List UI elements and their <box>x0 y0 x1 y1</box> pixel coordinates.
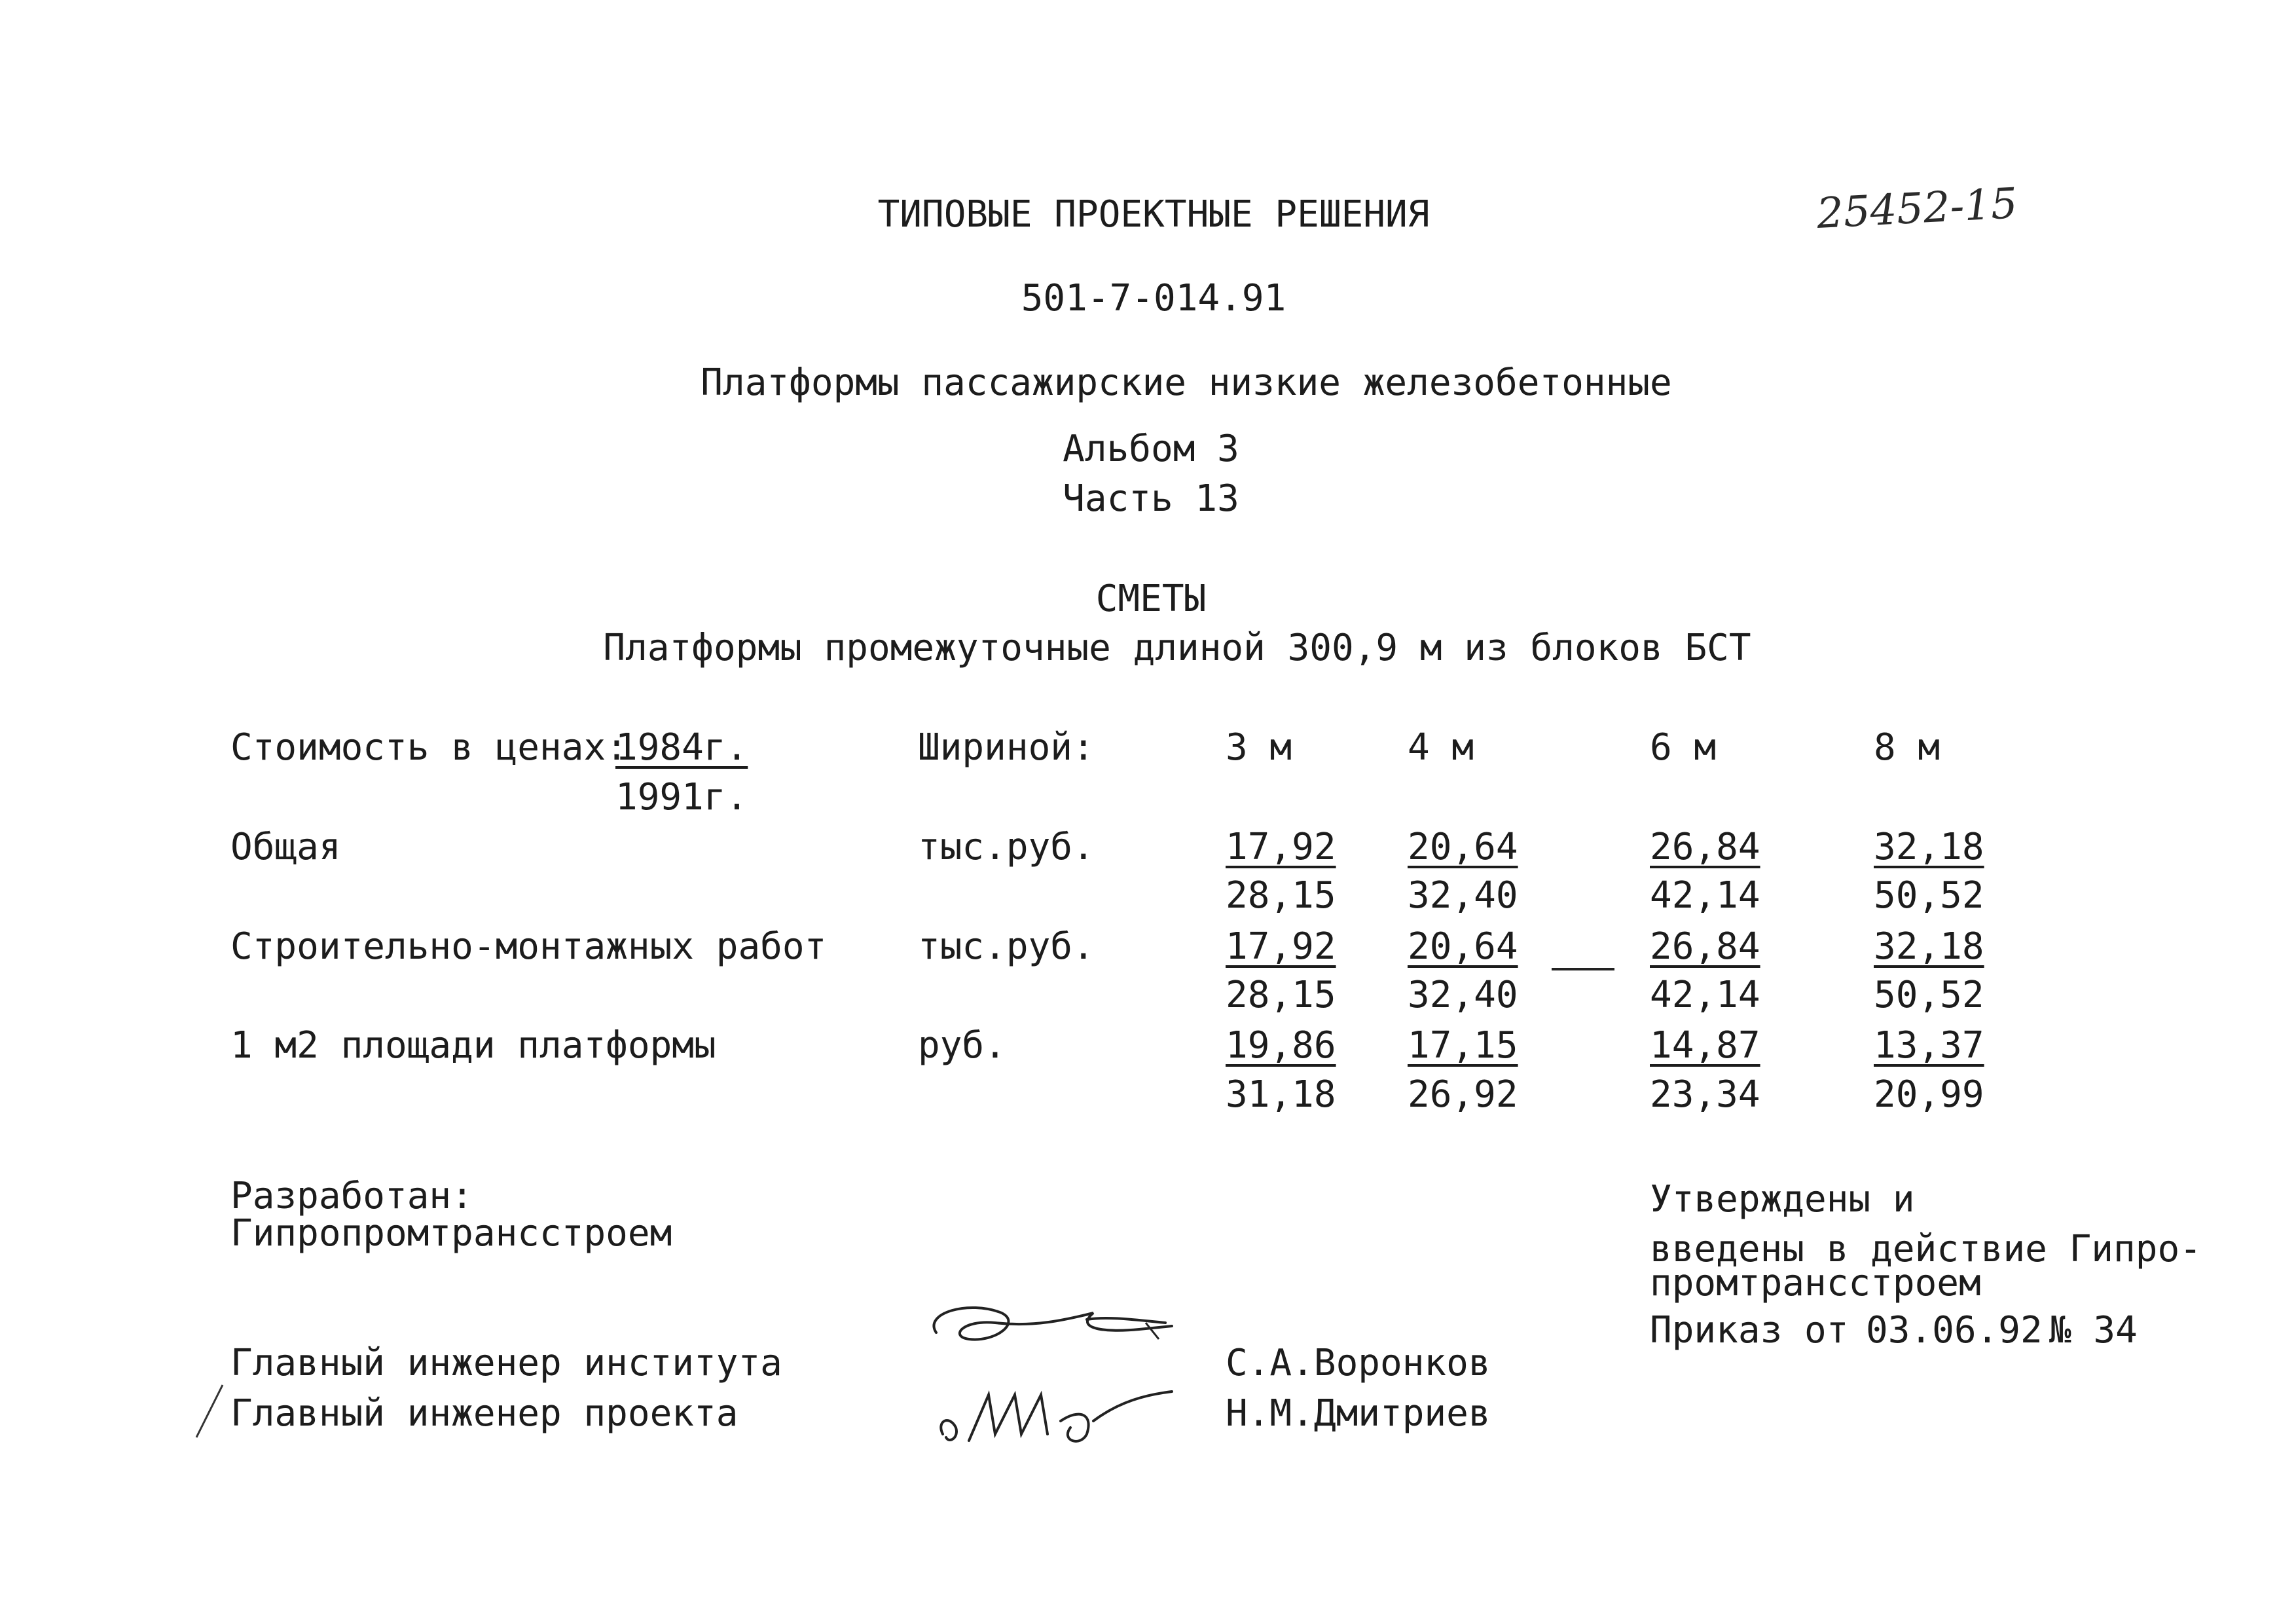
approval-line-2: введены в действие Гипро- <box>1650 1228 2202 1270</box>
table-cell-1984: 20,64 <box>1408 826 1518 868</box>
column-header-3m: 3 м <box>1226 726 1292 769</box>
table-row-unit: тыс.руб. <box>918 925 1095 968</box>
table-row-label: Общая <box>230 826 341 868</box>
price-year-1991: 1991г. <box>615 776 748 819</box>
order-number: № 34 <box>2049 1309 2138 1352</box>
width-label: Шириной: <box>918 726 1095 769</box>
table-cell-1984: 26,84 <box>1650 826 1760 868</box>
album-label: Альбом 3 <box>1063 428 1239 470</box>
table-cell-1984: 17,92 <box>1226 925 1336 968</box>
developer-label: Разработан: <box>230 1175 473 1217</box>
table-cell-1991: 20,99 <box>1874 1073 1984 1116</box>
document-subject: Платформы пассажирские низкие железобетонные <box>701 361 1672 404</box>
margin-slash-mark <box>190 1382 229 1441</box>
column-header-8m: 8 м <box>1874 726 1941 769</box>
table-cell-1991: 50,52 <box>1874 874 1984 917</box>
handwritten-number: 25452-15 <box>1815 179 2019 238</box>
table-cell-1984: 17,15 <box>1408 1024 1518 1067</box>
order-date: 03.06.92 <box>1866 1309 2043 1352</box>
table-cell-1991: 28,15 <box>1226 974 1336 1016</box>
stray-dash-mark <box>1552 968 1614 970</box>
signatory-name: С.А.Воронков <box>1226 1342 1491 1384</box>
table-cell-1991: 42,14 <box>1650 974 1760 1016</box>
price-year-1984: 1984г. <box>615 726 748 769</box>
table-cell-1991: 26,92 <box>1408 1073 1518 1116</box>
table-row-unit: тыс.руб. <box>918 826 1095 868</box>
table-cell-1984: 19,86 <box>1226 1024 1336 1067</box>
developer-organization: Гипропромтрансстроем <box>230 1212 672 1255</box>
table-cell-1984: 13,37 <box>1874 1024 1984 1067</box>
section-title: СМЕТЫ <box>1095 578 1207 620</box>
table-cell-1984: 26,84 <box>1650 925 1760 968</box>
column-header-6m: 6 м <box>1650 726 1717 769</box>
table-cell-1984: 14,87 <box>1650 1024 1760 1067</box>
table-cell-1991: 32,40 <box>1408 874 1518 917</box>
signatory-name: Н.М.Дмитриев <box>1226 1392 1491 1435</box>
table-row-unit: руб. <box>918 1024 1006 1067</box>
estimate-description: Платформы промежуточные длиной 300,9 м из блоков БСТ <box>603 627 1751 669</box>
signatory-role: Главный инженер института <box>230 1342 782 1384</box>
table-cell-1984: 32,18 <box>1874 925 1984 968</box>
document-series-title: ТИПОВЫЕ ПРОЕКТНЫЕ РЕШЕНИЯ <box>877 193 1430 236</box>
column-header-4m: 4 м <box>1408 726 1474 769</box>
table-row-label: Строительно-монтажных работ <box>230 925 827 968</box>
table-cell-1991: 42,14 <box>1650 874 1760 917</box>
signatory-role: Главный инженер проекта <box>230 1392 738 1435</box>
table-cell-1991: 28,15 <box>1226 874 1336 917</box>
approval-line-3: промтрансстроем <box>1650 1262 1981 1304</box>
table-row-label: 1 м2 площади платформы <box>230 1024 716 1067</box>
table-cell-1984: 17,92 <box>1226 826 1336 868</box>
table-cell-1991: 32,40 <box>1408 974 1518 1016</box>
signature-voronkov <box>923 1293 1185 1365</box>
cost-label: Стоимость в ценах: <box>230 726 628 769</box>
table-cell-1991: 31,18 <box>1226 1073 1336 1116</box>
document-code: 501-7-014.91 <box>1021 277 1286 320</box>
table-cell-1991: 23,34 <box>1650 1073 1760 1116</box>
signature-dmitriev <box>930 1382 1178 1460</box>
table-cell-1991: 50,52 <box>1874 974 1984 1016</box>
order-label: Приказ от <box>1650 1309 1849 1352</box>
table-cell-1984: 32,18 <box>1874 826 1984 868</box>
table-cell-1984: 20,64 <box>1408 925 1518 968</box>
approval-line-1: Утверждены и <box>1650 1178 1915 1221</box>
part-label: Часть 13 <box>1063 477 1239 520</box>
